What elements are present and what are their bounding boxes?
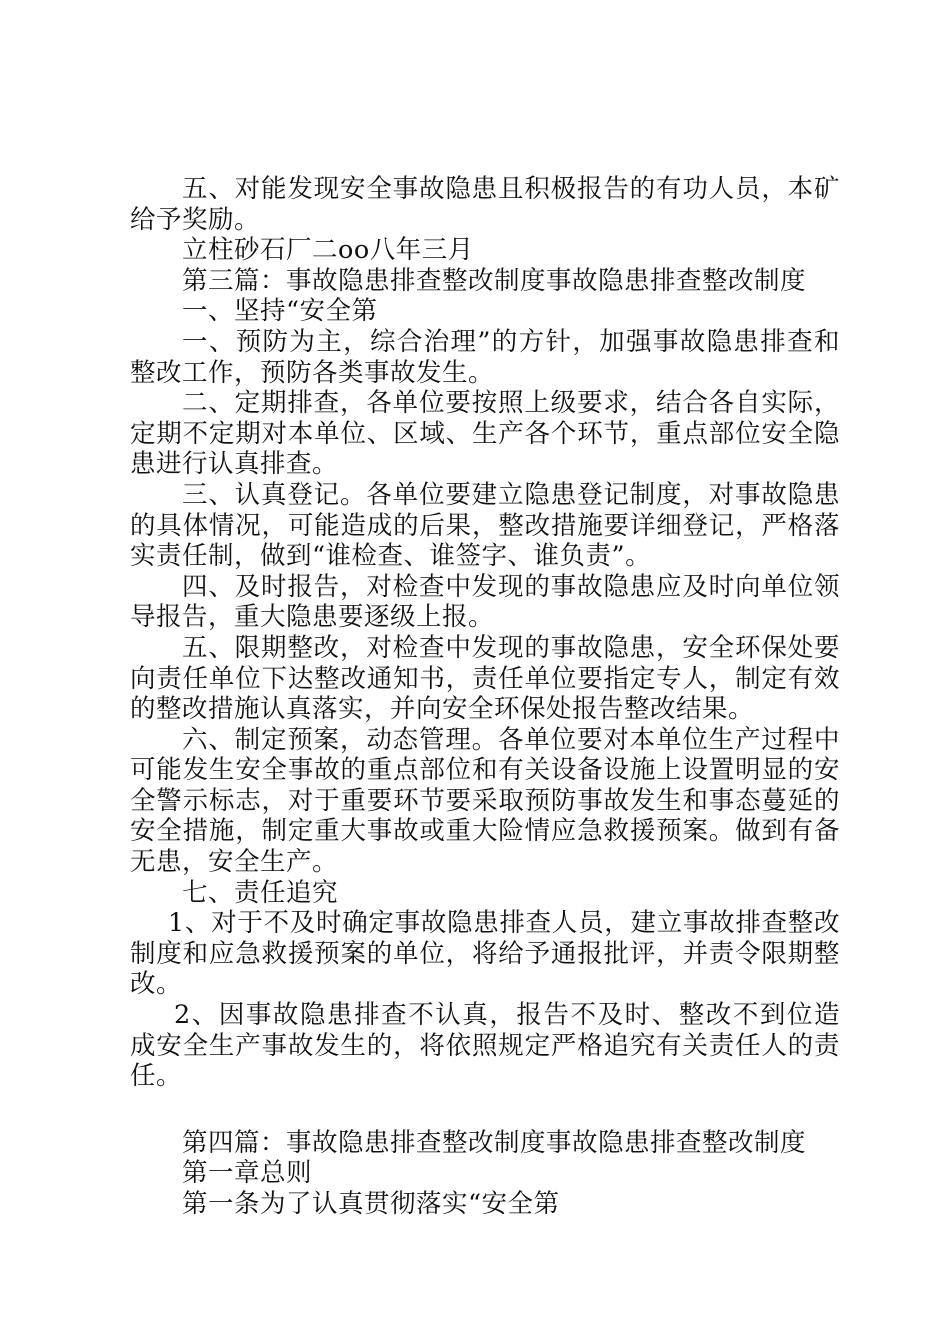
paragraph-item-5: 五、限期整改，对检查中发现的事故隐患，安全环保处要向责任单位下达整改通知书，责任单位要指定专人，制定有效的整改措施认真落实，并向安全环保处报告整改结果。 (130, 632, 840, 725)
paragraph-subitem-1: 1、对于不及时确定事故隐患排查人员，建立事故排查整改制度和应急救援预案的单位，将给予通报批评，并责令限期整改。 (130, 908, 840, 1000)
paragraph-article-one: 第一条为了认真贯彻落实“安全第 (182, 1189, 560, 1219)
document-page (130, 174, 840, 1220)
paragraph-item-1: 一、预防为主，综合治理”的方针，加强事故隐患排查和整改工作，预防各类事故发生。 (130, 326, 840, 388)
paragraph-item-7: 七、责任追究 (182, 877, 339, 908)
paragraph-item-6: 六、制定预案，动态管理。各单位要对本单位生产过程中可能发生安全事故的重点部位和有关设备设施上设置明显的安全警示标志，对于重要环节要采取预防事故发生和事态蔓延的安全措施，制定重大事故或重大险情应急救援预案。做到有备无患，安全生产。 (130, 724, 840, 878)
paragraph-principle-start: 一、坚持“安全第 (182, 296, 378, 327)
paragraph-item-3: 三、认真登记。各单位要建立隐患登记制度，对事故隐患的具体情况，可能造成的后果，整改措施要详细登记，严格落实责任制，做到“谁检查、谁签字、谁负责”。 (130, 479, 840, 572)
paragraph-item-4: 四、及时报告，对检查中发现的事故隐患应及时向单位领导报告，重大隐患要逐级上报。 (130, 571, 840, 633)
paragraph-item-2: 二、定期排查，各单位要按照上级要求，结合各自实际，定期不定期对本单位、区域、生产各个环节，重点部位安全隐患进行认真排查。 (130, 388, 840, 480)
paragraph-reward: 五、对能发现安全事故隐患且积极报告的有功人员，本矿给予奖励。 (130, 174, 840, 235)
heading-part-three: 第三篇：事故隐患排查整改制度事故隐患排查整改制度 (182, 265, 807, 296)
paragraph-signature-date: 立柱砂石厂二oo八年三月 (182, 235, 474, 266)
section-gap (130, 1092, 840, 1128)
heading-chapter-one: 第一章总则 (182, 1158, 313, 1189)
paragraph-subitem-2: 2、因事故隐患排查不认真，报告不及时、整改不到位造成安全生产事故发生的，将依照规定严格追究有关责任人的责任。 (130, 1000, 840, 1092)
heading-part-four: 第四篇：事故隐患排查整改制度事故隐患排查整改制度 (182, 1127, 807, 1158)
